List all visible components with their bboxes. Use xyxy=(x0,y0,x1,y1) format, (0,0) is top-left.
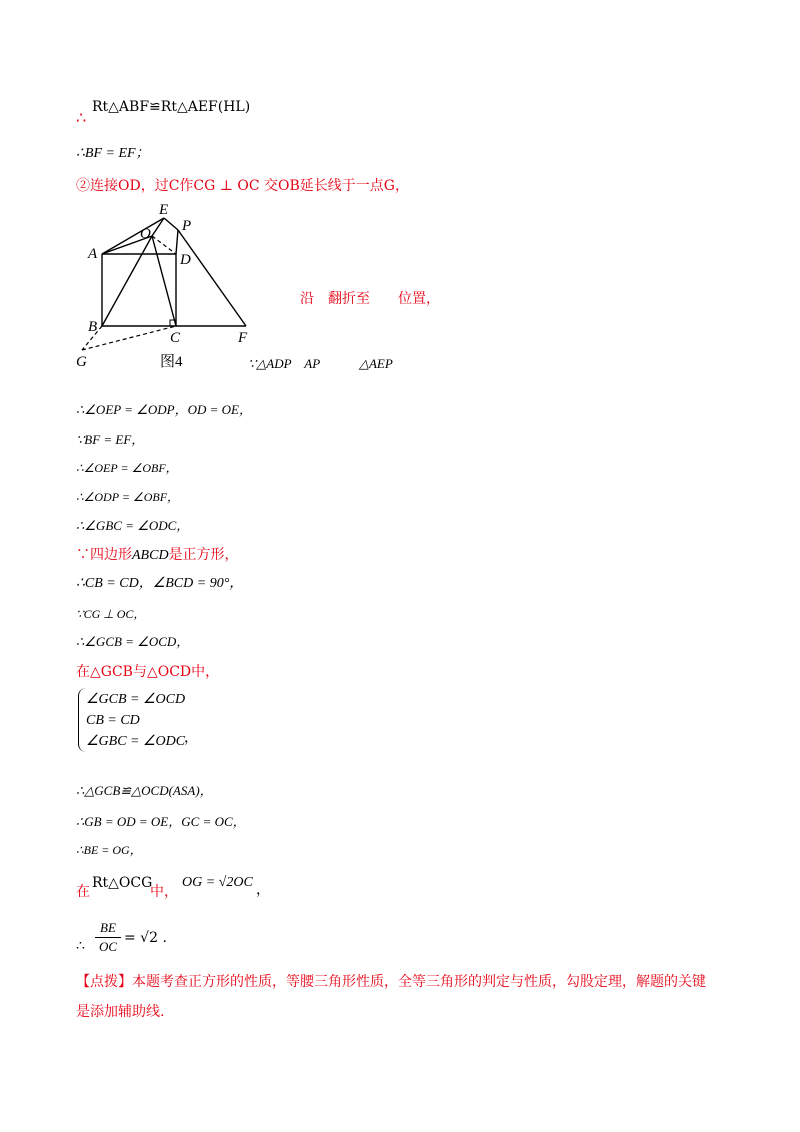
system-comma: ， xyxy=(184,730,198,746)
label-a: A xyxy=(88,246,98,262)
square-statement-suffix: 是正方形， xyxy=(168,547,239,563)
system-line-2: CB = CD xyxy=(86,713,140,728)
label-f: F xyxy=(238,330,248,346)
fraction-be-oc xyxy=(95,920,121,955)
label-p: P xyxy=(182,218,192,234)
frac-prefix: ∴ xyxy=(76,938,85,954)
system-line-1: ∠GCB = ∠OCD xyxy=(86,692,186,707)
square-statement-prefix: ∵四边形 xyxy=(76,547,132,563)
tip-line-2: 是添加辅助线. xyxy=(76,1004,165,1020)
label-d: D xyxy=(180,252,191,268)
cb-cd-bcd-90: ∴CB = CD，∠BCD = 90°， xyxy=(76,576,244,591)
triangles-congruent-asa: ∴△GCB≌△OCD(ASA)， xyxy=(76,783,213,798)
label-o: O xyxy=(140,226,151,242)
angle-oep-obf: ∴∠OEP = ∠OBF， xyxy=(76,461,178,475)
fraction-bar xyxy=(95,937,121,938)
figure-caption: 图4 xyxy=(160,354,183,370)
segment-dp xyxy=(176,230,178,254)
in-label: 在 xyxy=(76,884,90,900)
label-c: C xyxy=(170,330,181,346)
congruence-statement: Rt△ABF≌Rt△AEF(HL) xyxy=(92,99,251,115)
square-statement xyxy=(76,545,239,566)
square-abcd xyxy=(102,254,176,326)
therefore-symbol: ∴ xyxy=(76,108,87,127)
in-triangles: 在△GCB与△OCD中， xyxy=(76,664,220,680)
be-equals-og: ∴BE = OG， xyxy=(76,843,142,857)
because-bf-ef: ∵BF = EF， xyxy=(76,432,145,447)
angle-oep-odp: ∴∠OEP = ∠ODP，OD = OE， xyxy=(76,402,252,417)
label-g: G xyxy=(76,354,87,370)
fraction-numerator: BE xyxy=(100,920,116,935)
fraction-denominator: OC xyxy=(98,939,118,954)
fold-statement: 沿 翻折至 位置， xyxy=(300,291,440,307)
og-sqrt2-oc: OG = √2OC xyxy=(182,875,253,890)
label-b: B xyxy=(88,319,98,335)
rt-ocg: Rt△OCG xyxy=(92,875,153,891)
segment-pf xyxy=(178,230,246,326)
tip-line-1: 【点拨】本题考查正方形的性质，等腰三角形性质，全等三角形的判定与性质，勾股定理，解题的关键 xyxy=(76,974,706,990)
because-adp-aep: ∵△ADP AP △AEP xyxy=(248,356,393,371)
angle-odp-obf: ∴∠ODP = ∠OBF， xyxy=(76,490,180,504)
angle-gbc-odc: ∴∠GBC = ∠ODC， xyxy=(76,518,190,533)
in-label-suffix: 中， xyxy=(150,884,178,900)
segment-ep xyxy=(164,218,178,230)
fraction-rhs: = √2 . xyxy=(124,930,167,946)
label-e: E xyxy=(159,202,169,218)
bf-equals-ef: ∴BF = EF； xyxy=(76,146,150,161)
step-2-construction: ②连接OD，过C作CG ⊥ OC 交OB延长线于一点G， xyxy=(76,178,409,194)
segment-oc xyxy=(152,236,176,326)
geometry-figure-4 xyxy=(72,200,272,375)
og-comma: ， xyxy=(256,882,270,898)
because-cg-perp-oc: ∵CG ⊥ OC， xyxy=(76,607,146,621)
system-line-3: ∠GBC = ∠ODC xyxy=(86,734,186,749)
square-name: ABCD xyxy=(132,548,169,563)
angle-gcb-ocd: ∴∠GCB = ∠OCD， xyxy=(76,634,190,649)
gb-od-oe-gc-oc: ∴GB = OD = OE，GC = OC， xyxy=(76,814,246,829)
